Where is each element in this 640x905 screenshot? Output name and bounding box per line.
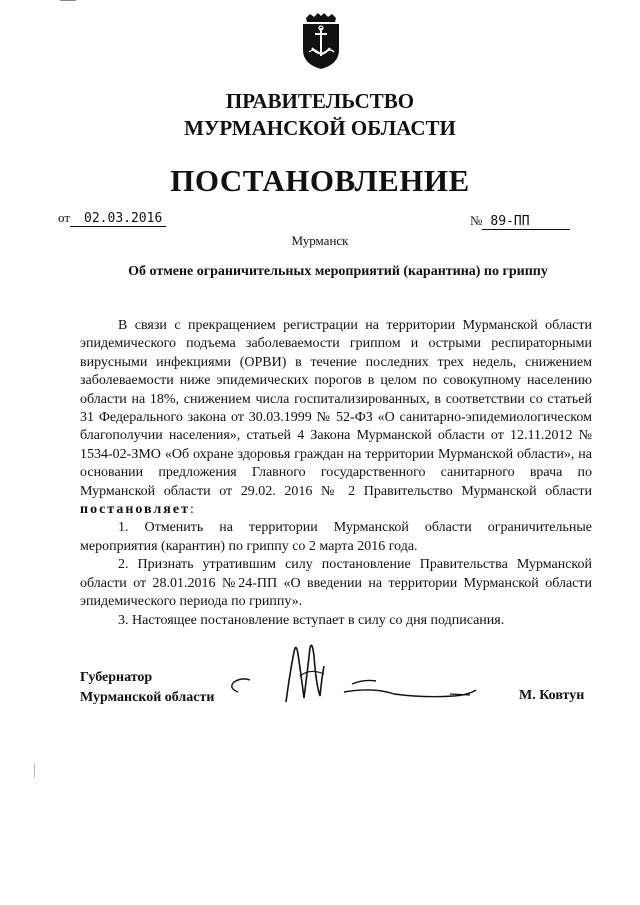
item-3: 3. Настоящее постановление вступает в силу со дня подписания. bbox=[118, 612, 505, 628]
signatory-position bbox=[80, 668, 214, 708]
decree-suffix: : bbox=[189, 502, 194, 518]
decree-word: постановляет bbox=[80, 502, 190, 518]
number-value: 89-ПП bbox=[482, 214, 569, 230]
scan-artifact bbox=[60, 0, 76, 1]
document-type: ПОСТАНОВЛЕНИЕ bbox=[170, 163, 470, 198]
organization-line-2: МУРМАНСКОЙ ОБЛАСТИ bbox=[184, 116, 456, 140]
organization-title bbox=[0, 88, 640, 142]
document-number bbox=[470, 213, 570, 230]
signatory-name: М. Ковтун bbox=[519, 688, 585, 703]
position-line-1: Губернатор bbox=[80, 670, 153, 685]
document-city: Мурманск bbox=[291, 233, 349, 248]
scan-artifact bbox=[34, 764, 35, 778]
preamble-paragraph bbox=[80, 317, 592, 519]
date-value: 02.03.2016 bbox=[70, 211, 166, 227]
organization-line-1: ПРАВИТЕЛЬСТВО bbox=[225, 89, 415, 113]
item-2: 2. Признать утратившим силу постановление Правительства Мурманской области от 28.01.2016 №24-ПП «О введении на территории Мурманской области эпидемического периода по гриппу». bbox=[80, 557, 592, 610]
item-1: 1. Отменить на территории Мурманской области ограничительные мероприятия (карантин) по гриппу со 2 марта 2016 года. bbox=[80, 520, 592, 554]
preamble-text: В связи с прекращением регистрации на территории Мурманской области эпидемического подъема заболеваемости гриппом и острыми респираторными вирусными инфекциями (ОРВИ) в течение последних трех недель, снижением заболеваемости ниже эпидемических порогов в целом по совокупному населению области на 18%, снижением числа госпитализированных, в соответствии со статьей 31 Федерального закона от 30.03.1999 № 52-ФЗ «О санитарно-эпидемиологическом благополучии населения», статьей 4 Закона Мурманской области от 12.11.2012 № 1534-02-ЗМО «Об охране здоровья граждан на территории Мурманской области», на основании предложения Главного государственного санитарного врача по Мурманской области от 29.02. 2016 № 2 Правительство Мурманской области bbox=[80, 318, 592, 499]
date-prefix: от bbox=[58, 210, 71, 225]
document-body bbox=[80, 317, 592, 630]
coat-of-arms-icon bbox=[300, 12, 342, 70]
document-date bbox=[58, 210, 166, 227]
position-line-2: Мурманской области bbox=[80, 690, 215, 705]
handwritten-signature-icon bbox=[224, 632, 504, 712]
document-title: Об отмене ограничительных мероприятий (карантина) по гриппу bbox=[128, 264, 548, 279]
number-prefix: № bbox=[470, 213, 483, 228]
